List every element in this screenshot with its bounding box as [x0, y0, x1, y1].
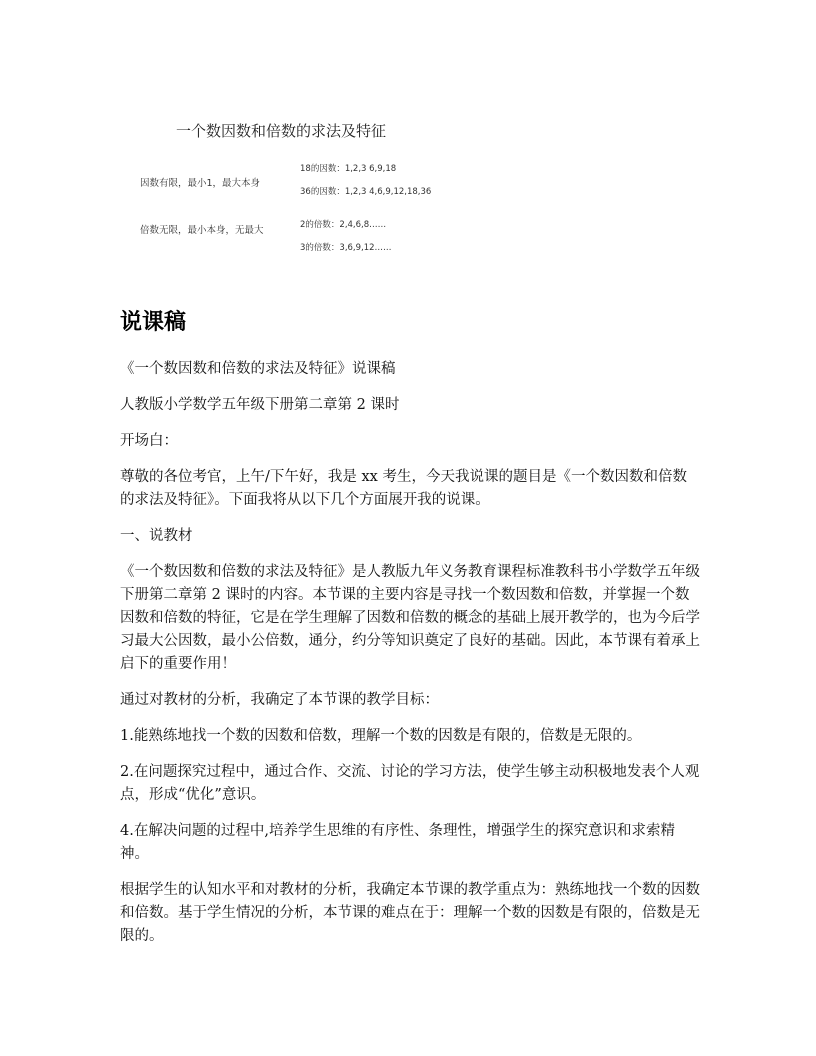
objectives-intro: 通过对教材的分析，我确定了本节课的教学目标： — [120, 692, 439, 708]
document-heading: 说课稿 — [120, 310, 187, 335]
section-heading: 一、说教材 — [120, 528, 193, 544]
document-body — [120, 358, 700, 961]
figure-title: 一个数因数和倍数的求法及特征 — [176, 122, 387, 140]
factor-note: 因数有限，最小1，最大本身 — [140, 178, 261, 189]
multiple-item: 3的倍数：3,6,9,12…… — [300, 243, 392, 253]
factor-item: 18的因数：1,2,3 6,9,18 — [300, 164, 397, 174]
multiple-note: 倍数无限，最小本身，无最大 — [140, 225, 264, 236]
objective-item: 4.在解决问题的过程中,培养学生思维的有序性、条理性，增强学生的探究意识和求索精神。 — [120, 823, 675, 862]
factor-item: 36的因数：1,2,3 4,6,9,12,18,36 — [300, 187, 432, 197]
objective-item: 1.能熟练地找一个数的因数和倍数，理解一个数的因数是有限的，倍数是无限的。 — [120, 728, 642, 744]
textbook-paragraph: 《一个数因数和倍数的求法及特征》是人教版九年义务教育课程标准教科书小学数学五年级下册第二章第 2 课时的内容。本节课的主要内容是寻找一个数因数和倍数，并掌握一个数因数和倍数的特征，它是在学生理解了因数和倍数的概念的基础上展开教学的，也为今后学习最大公因数，最小公倍数，通分，约分等知识奠定了良好的基础。因此，本节课有着承上启下的重要作用！ — [120, 564, 700, 672]
objective-item: 2.在问题探究过程中，通过合作、交流、讨论的学习方法，使学生够主动积极地发表个人观点，形成“优化”意识。 — [120, 764, 700, 803]
multiple-item: 2的倍数：2,4,6,8…… — [300, 220, 387, 230]
opening-label: 开场白： — [120, 433, 178, 449]
key-points-paragraph: 根据学生的认知水平和对教材的分析，我确定本节课的教学重点为：熟练地找一个数的因数和倍数。基于学生情况的分析，本节课的难点在于：理解一个数的因数是有限的，倍数是无限的。 — [120, 882, 700, 944]
opening-paragraph: 尊敬的各位考官，上午/下午好，我是 xx 考生，今天我说课的题目是《一个数因数和倍数的求法及特征》。下面我将从以下几个方面展开我的说课。 — [120, 469, 687, 508]
lesson-source: 人教版小学数学五年级下册第二章第 2 课时 — [120, 397, 400, 413]
lesson-title: 《一个数因数和倍数的求法及特征》说课稿 — [120, 361, 396, 377]
